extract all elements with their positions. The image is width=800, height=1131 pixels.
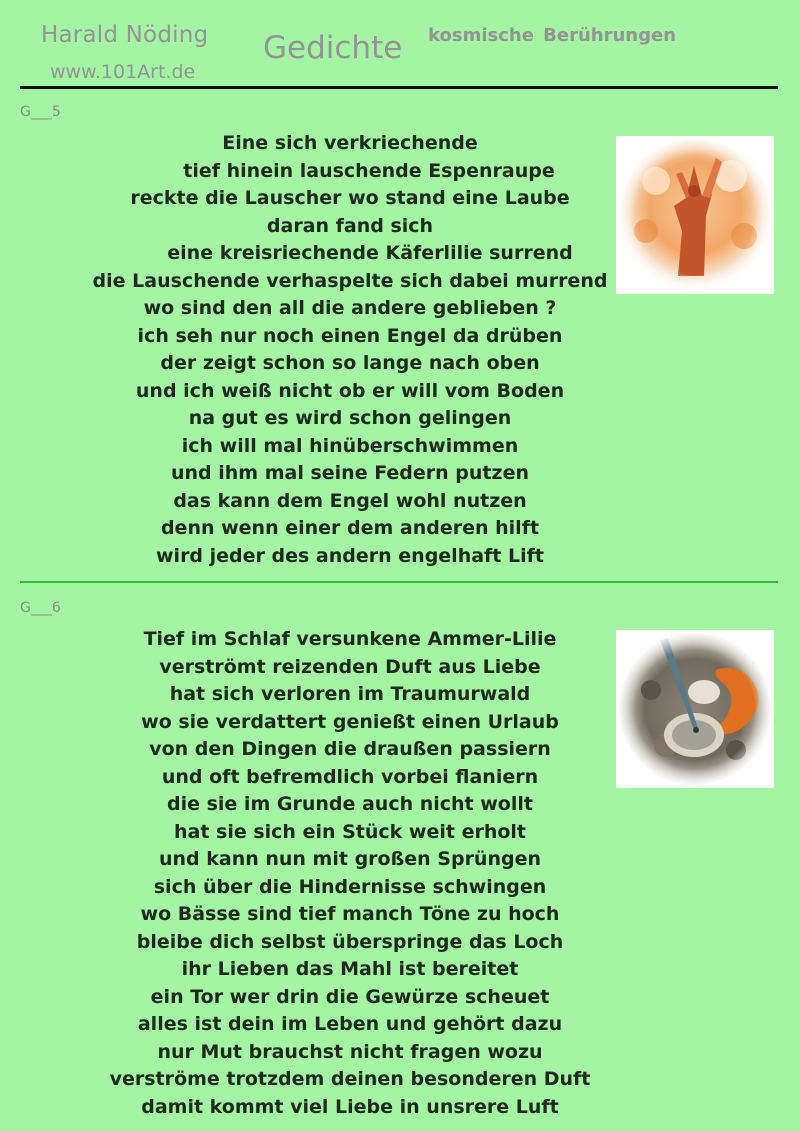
poem-line: ich seh nur noch einen Engel da drüben [137, 324, 563, 347]
poem-line: wo Bässe sind tief manch Töne zu hoch [140, 903, 560, 925]
poem-line: bleibe dich selbst überspringe das Loch [136, 930, 564, 953]
poem-line: Eine sich verkriechende [222, 132, 478, 154]
author-name: Harald Nöding [41, 22, 209, 48]
page-title: Gedichte [263, 30, 403, 66]
header-divider [20, 86, 778, 89]
poem-line: damit kommt viel Liebe in unsrere Luft [141, 1095, 559, 1118]
poem-line: reckte die Lauscher wo stand eine Laube [130, 187, 570, 209]
poem-line: die Lauschende verhaspelte sich dabei murrend [92, 269, 608, 292]
angel-sculpture-photo [616, 136, 774, 294]
poem-line: verströme trotzdem deinen besonderen Duft [109, 1068, 591, 1090]
poem-line: na gut es wird schon gelingen [188, 407, 512, 429]
poem-line: das kann dem Engel wohl nutzen [173, 489, 527, 512]
poem-line: die sie im Grunde auch nicht wollt [167, 793, 533, 815]
poem-text [40, 130, 660, 570]
poem-line: und kann nun mit großen Sprüngen [158, 848, 542, 870]
poem-text [40, 626, 660, 1121]
feather-and-stones-photo [616, 630, 774, 788]
poem-line: alles ist dein im Leben und gehört dazu [137, 1013, 563, 1035]
poem-line: nur Mut brauchst nicht fragen wozu [157, 1040, 543, 1063]
poem-line: daran fand sich [266, 214, 434, 237]
website-link[interactable]: www.101Art.de [50, 61, 196, 83]
poem-line: wo sind den all die andere geblieben ? [143, 297, 557, 319]
poem-line: denn wenn einer dem anderen hilft [160, 517, 540, 539]
poem-line: tief hinein lauschende Espenraupe [183, 159, 555, 182]
poem-line: eine kreisriechende Käferlilie surrend [167, 242, 573, 264]
poem-line: und ihm mal seine Federn putzen [171, 462, 529, 484]
page-subtitle: kosmische Berührungen [428, 25, 677, 46]
poem-line: der zeigt schon so lange nach oben [160, 352, 540, 374]
poem-line: und ich weiß nicht ob er will vom Boden [135, 379, 565, 402]
poem-line: Tief im Schlaf versunkene Ammer-Lilie [143, 628, 557, 650]
poem-line: ich will mal hinüberschwimmen [181, 434, 519, 457]
section-divider [20, 581, 778, 583]
poem-line: verströmt reizenden Duft aus Liebe [159, 655, 541, 678]
poem-line: ein Tor wer drin die Gewürze scheuet [150, 985, 550, 1008]
poem-line: hat sich verloren im Traumurwald [169, 683, 531, 705]
poem-code: G___5 [20, 104, 61, 120]
poem-line: wird jeder des andern engelhaft Lift [156, 544, 544, 567]
poem-line: und oft befremdlich vorbei flaniern [161, 765, 539, 788]
poem-line: hat sie sich ein Stück weit erholt [173, 820, 527, 843]
poem-code: G___6 [20, 600, 61, 616]
poem-line: sich über die Hindernisse schwingen [153, 875, 547, 898]
poem-line: wo sie verdattert genießt einen Urlaub [141, 710, 559, 733]
poem-line: von den Dingen die draußen passiern [149, 738, 551, 760]
poem-line: ihr Lieben das Mahl ist bereitet [181, 958, 519, 980]
